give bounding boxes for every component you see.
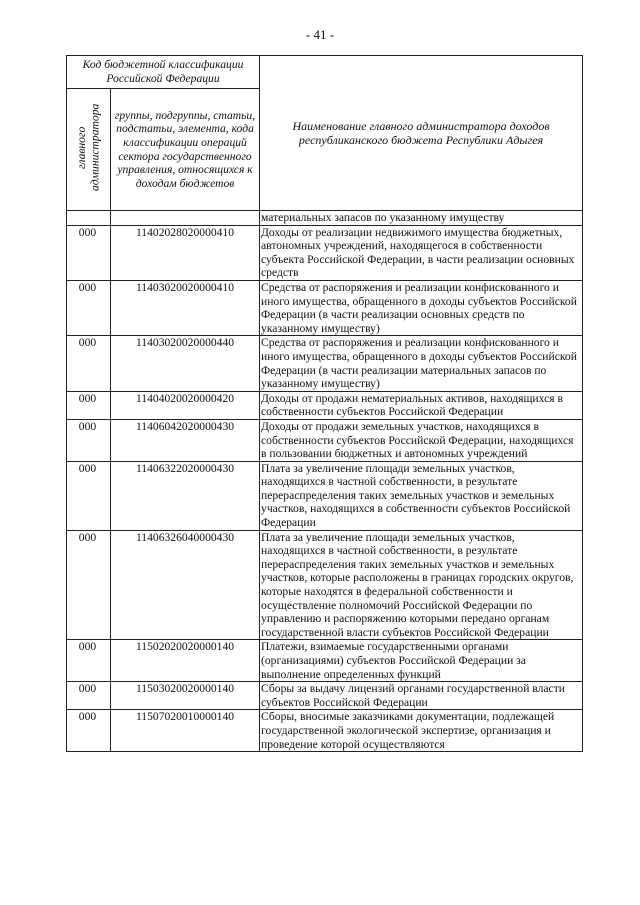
name-cell: Средства от распоряжения и реализации конфискованного и иного имущества, обращенного в доходы субъектов Российской Федерации (в части реализации материальных запасов по указанному имуществу) [260,336,583,391]
header-row-1 [67,56,583,89]
admin-column-header [67,89,111,211]
admin-code-cell: 000 [67,682,111,710]
name-cell: Средства от распоряжения и реализации конфискованного и иного имущества, обращенного в доходы субъектов Российской Федерации (в части реализации основных средств по указанному имуществу) [260,280,583,335]
admin-code-cell: 000 [67,710,111,752]
name-cell: Доходы от реализации недвижимого имущества бюджетных, автономных учреждений, находящегося в собственности субъекта Российской Федерации, в части реализации основных средств [260,225,583,280]
table-body [67,211,583,752]
budget-codes-table [66,55,583,752]
name-cell: Плата за увеличение площади земельных участков, находящихся в частной собственности, в результате перераспределения таких земельных участков и земельных участков, которые расположены в границах городских округов, которые находятся в федеральной собственности и осуществление полномочий Российской Федерации по управлению и распоряжению которыми передано органам государственной власти субъектов Российской Федерации [260,530,583,640]
table-row [67,336,583,391]
admin-column-label: главного администратора [75,103,102,192]
classification-code-cell [111,211,260,226]
admin-code-cell: 000 [67,336,111,391]
name-cell: Платежи, взимаемые государственными органами (организациями) субъектов Российской Федерации за выполнение определенных функций [260,640,583,682]
name-cell: Доходы от продажи земельных участков, находящихся в собственности субъектов Российской Федерации, находящихся в пользовании бюджетных и автономных учреждений [260,419,583,461]
table-row [67,391,583,419]
name-cell: материальных запасов по указанному имуществу [260,211,583,226]
classification-code-cell: 11502020020000140 [111,640,260,682]
classification-code-cell: 11403020020000410 [111,280,260,335]
classification-code-cell: 11406322020000430 [111,461,260,530]
admin-code-cell [67,211,111,226]
admin-code-cell: 000 [67,530,111,640]
classification-code-cell: 11503020020000140 [111,682,260,710]
classification-code-cell: 11406326040000430 [111,530,260,640]
classification-code-cell: 11507020010000140 [111,710,260,752]
table-row [67,530,583,640]
classification-code-cell: 11404020020000420 [111,391,260,419]
table-row [67,225,583,280]
admin-code-cell: 000 [67,280,111,335]
table-row [67,280,583,335]
groups-column-header: группы, подгруппы, статьи, подстатьи, элемента, кода классификации операций сектора государственного управления, относящихся к доходам бюджетов [111,89,260,211]
name-cell: Плата за увеличение площади земельных участков, находящихся в частной собственности, в результате перераспределения таких земельных участков и земельных участков, находящихся в собственности субъектов Российской Федерации [260,461,583,530]
admin-code-cell: 000 [67,391,111,419]
name-cell: Сборы, вносимые заказчиками документации, подлежащей государственной экологической экспертизе, организация и проведение которой осуществляются [260,710,583,752]
classification-code-cell: 11406042020000430 [111,419,260,461]
admin-code-cell: 000 [67,461,111,530]
table-row [67,461,583,530]
classification-code-cell: 11403020020000440 [111,336,260,391]
table-row [67,640,583,682]
table-row [67,419,583,461]
admin-code-cell: 000 [67,419,111,461]
table-row [67,211,583,226]
classification-code-cell: 11402028020000410 [111,225,260,280]
name-cell: Сборы за выдачу лицензий органами государственной власти субъектов Российской Федерации [260,682,583,710]
code-group-header: Код бюджетной классификации Российской Федерации [67,56,260,89]
table-row [67,710,583,752]
admin-code-cell: 000 [67,225,111,280]
admin-code-cell: 000 [67,640,111,682]
page-number: - 41 - [305,27,335,42]
name-cell: Доходы от продажи нематериальных активов, находящихся в собственности субъектов Российской Федерации [260,391,583,419]
name-column-header: Наименование главного администратора доходов республиканского бюджета Республики Адыгея [260,56,583,211]
table-row [67,682,583,710]
